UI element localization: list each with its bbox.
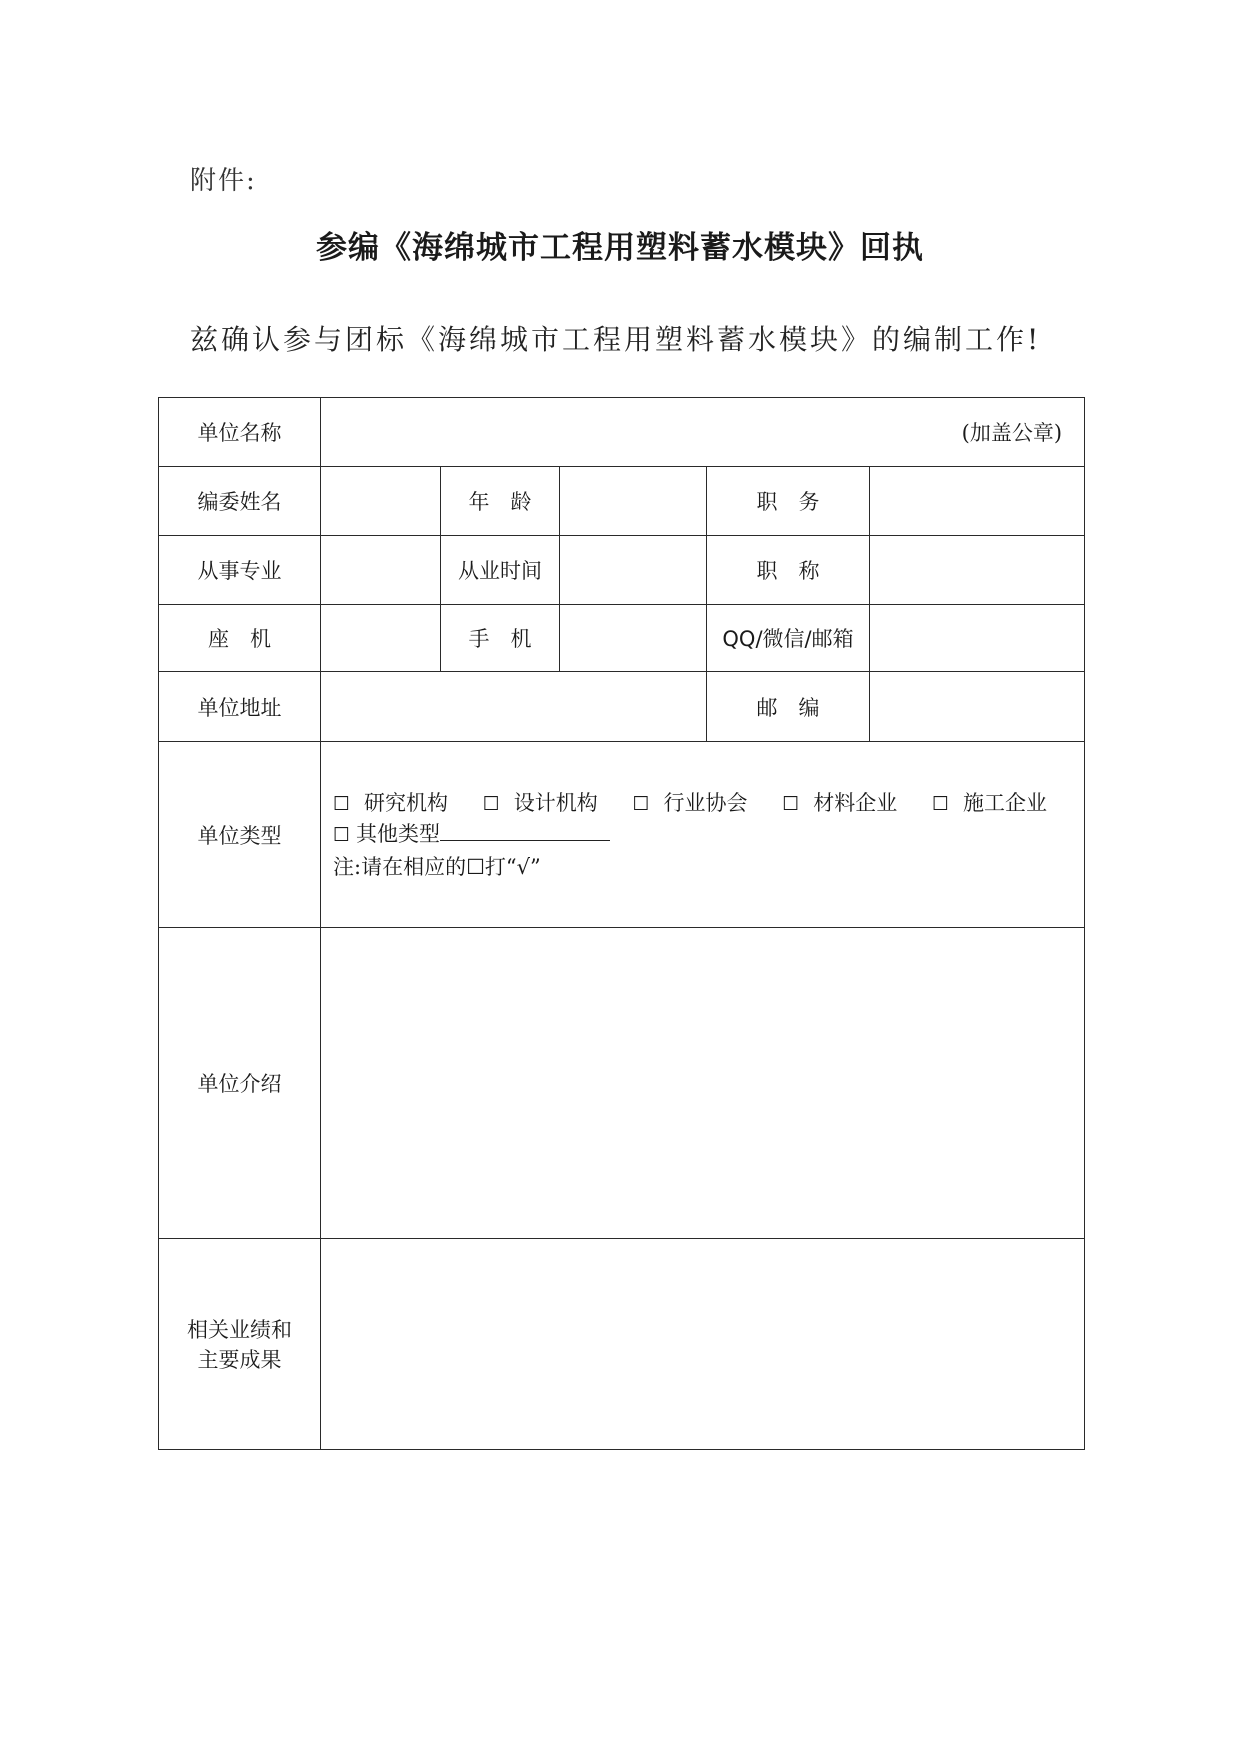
unit-type-label: 单位类型 <box>159 742 321 928</box>
unit-name-field[interactable] <box>321 398 1085 467</box>
position-field[interactable] <box>870 467 1085 536</box>
checkbox-icon: ☐ <box>632 792 650 815</box>
checkbox-other[interactable]: ☐ 其他类型 <box>333 821 441 846</box>
profession-label: 从事专业 <box>159 536 321 605</box>
title-field[interactable] <box>870 536 1085 605</box>
achievements-field[interactable] <box>321 1239 1085 1450</box>
other-type-row <box>333 819 1076 850</box>
mobile-field[interactable] <box>560 605 707 672</box>
unit-intro-field[interactable] <box>321 928 1085 1239</box>
unit-name-label: 单位名称 <box>159 398 321 467</box>
unit-intro-label: 单位介绍 <box>159 928 321 1239</box>
achievements-label: 相关业绩和 主要成果 <box>159 1239 321 1450</box>
intro-text: 兹确认参与团标《海绵城市工程用塑料蓄水模块》的编制工作! <box>190 323 1042 356</box>
mobile-label: 手 机 <box>441 605 560 672</box>
checkbox-research[interactable]: ☐ 研究机构 <box>333 790 449 815</box>
row-unit-name <box>159 398 1085 467</box>
editor-name-field[interactable] <box>321 467 441 536</box>
checkbox-association[interactable]: ☐ 行业协会 <box>632 790 748 815</box>
registration-form-table <box>158 397 1085 1450</box>
row-phone <box>159 605 1085 672</box>
work-years-label: 从业时间 <box>441 536 560 605</box>
row-editor <box>159 467 1085 536</box>
checkbox-construction[interactable]: ☐ 施工企业 <box>931 790 1047 815</box>
contact-field[interactable] <box>870 605 1085 672</box>
checkbox-icon: ☐ <box>782 792 800 815</box>
profession-field[interactable] <box>321 536 441 605</box>
row-unit-intro <box>159 928 1085 1239</box>
checkbox-icon: ☐ <box>333 823 351 846</box>
title-label: 职 称 <box>707 536 870 605</box>
checkbox-design[interactable]: ☐ 设计机构 <box>482 790 598 815</box>
unit-type-note: 注:请在相应的☐打“√” <box>333 854 541 879</box>
age-field[interactable] <box>560 467 707 536</box>
position-label: 职 务 <box>707 467 870 536</box>
row-achievements <box>159 1239 1085 1450</box>
checkbox-icon: ☐ <box>482 792 500 815</box>
document-title: 参编《海绵城市工程用塑料蓄水模块》回执 <box>316 230 924 266</box>
address-label: 单位地址 <box>159 672 321 742</box>
postcode-label: 邮 编 <box>707 672 870 742</box>
unit-type-options <box>321 742 1085 928</box>
checkbox-icon: ☐ <box>333 792 351 815</box>
landline-label: 座 机 <box>159 605 321 672</box>
other-type-blank-line[interactable] <box>440 820 610 841</box>
editor-name-label: 编委姓名 <box>159 467 321 536</box>
address-field[interactable] <box>321 672 707 742</box>
contact-label: QQ/微信/邮箱 <box>707 605 870 672</box>
attachment-label: 附件: <box>190 166 257 196</box>
seal-note: (加盖公章) <box>961 421 1063 445</box>
postcode-field[interactable] <box>870 672 1085 742</box>
landline-field[interactable] <box>321 605 441 672</box>
checkbox-material[interactable]: ☐ 材料企业 <box>782 790 898 815</box>
age-label: 年 龄 <box>441 467 560 536</box>
row-address <box>159 672 1085 742</box>
unit-type-checkbox-row <box>333 788 1076 819</box>
row-unit-type <box>159 742 1085 928</box>
row-profession <box>159 536 1085 605</box>
checkbox-icon: ☐ <box>931 792 949 815</box>
work-years-field[interactable] <box>560 536 707 605</box>
